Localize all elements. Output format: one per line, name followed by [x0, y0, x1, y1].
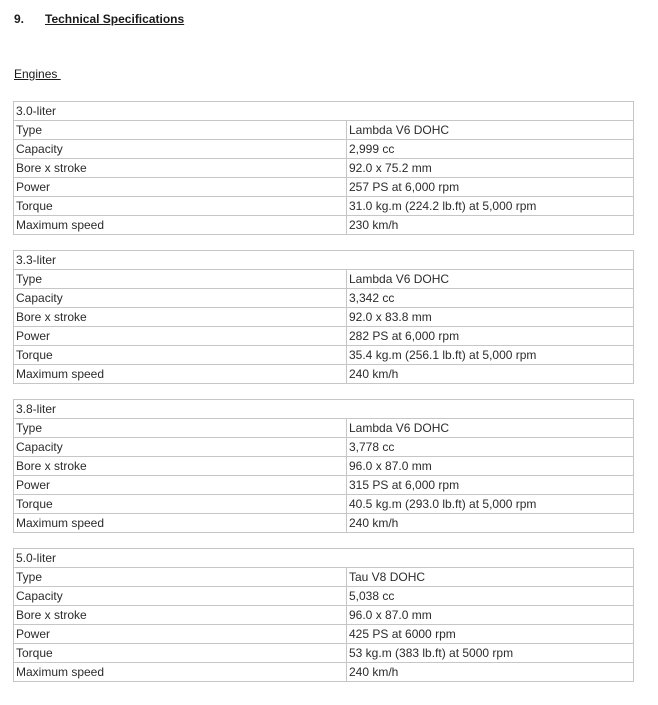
spec-value: 425 PS at 6000 rpm — [347, 625, 634, 644]
section-number: 9. — [14, 12, 25, 26]
spec-value: 240 km/h — [347, 514, 634, 533]
spec-label: Power — [14, 178, 347, 197]
spec-label: Maximum speed — [14, 514, 347, 533]
spec-value: 31.0 kg.m (224.2 lb.ft) at 5,000 rpm — [347, 197, 634, 216]
spec-value: 96.0 x 87.0 mm — [347, 457, 634, 476]
spec-value: Lambda V6 DOHC — [347, 419, 634, 438]
spec-row — [14, 216, 634, 235]
spec-row — [14, 270, 634, 289]
spec-row — [14, 159, 634, 178]
spec-label: Maximum speed — [14, 365, 347, 384]
spec-label: Maximum speed — [14, 216, 347, 235]
spec-row — [14, 606, 634, 625]
spec-value: 315 PS at 6,000 rpm — [347, 476, 634, 495]
spec-row — [14, 327, 634, 346]
engines-subheading: Engines — [14, 67, 61, 81]
spec-row — [14, 663, 634, 682]
spec-label: Type — [14, 419, 347, 438]
spec-label: Type — [14, 270, 347, 289]
spec-label: Type — [14, 568, 347, 587]
spec-value: 3,778 cc — [347, 438, 634, 457]
spec-value: 240 km/h — [347, 663, 634, 682]
spec-value: 240 km/h — [347, 365, 634, 384]
spec-label: Capacity — [14, 289, 347, 308]
spec-label: Capacity — [14, 587, 347, 606]
spec-row — [14, 568, 634, 587]
engine-name: 5.0-liter — [14, 549, 634, 568]
spec-label: Torque — [14, 644, 347, 663]
spec-label: Bore x stroke — [14, 159, 347, 178]
spec-row — [14, 178, 634, 197]
spec-row — [14, 476, 634, 495]
spec-row — [14, 419, 634, 438]
spec-value: 53 kg.m (383 lb.ft) at 5000 rpm — [347, 644, 634, 663]
spec-value: 40.5 kg.m (293.0 lb.ft) at 5,000 rpm — [347, 495, 634, 514]
spec-value: 35.4 kg.m (256.1 lb.ft) at 5,000 rpm — [347, 346, 634, 365]
spec-label: Bore x stroke — [14, 606, 347, 625]
spec-row — [14, 625, 634, 644]
spec-value: 96.0 x 87.0 mm — [347, 606, 634, 625]
engine-name: 3.8-liter — [14, 400, 634, 419]
spec-row — [14, 438, 634, 457]
spec-label: Power — [14, 625, 347, 644]
spec-row — [14, 121, 634, 140]
spec-value: Tau V8 DOHC — [347, 568, 634, 587]
spec-row — [14, 514, 634, 533]
engine-spec-table — [13, 101, 634, 235]
spec-row — [14, 587, 634, 606]
spec-value: 92.0 x 75.2 mm — [347, 159, 634, 178]
spec-row — [14, 308, 634, 327]
spec-value: Lambda V6 DOHC — [347, 121, 634, 140]
engine-name-row — [14, 400, 634, 419]
engine-name-row — [14, 251, 634, 270]
spec-row — [14, 457, 634, 476]
section-heading — [14, 12, 184, 26]
spec-label: Torque — [14, 346, 347, 365]
engine-spec-table — [13, 399, 634, 533]
engine-name-row — [14, 102, 634, 121]
spec-row — [14, 197, 634, 216]
engine-name-row — [14, 549, 634, 568]
spec-label: Bore x stroke — [14, 457, 347, 476]
engine-spec-table — [13, 548, 634, 682]
spec-label: Capacity — [14, 140, 347, 159]
spec-label: Torque — [14, 495, 347, 514]
spec-label: Capacity — [14, 438, 347, 457]
spec-row — [14, 365, 634, 384]
engine-name: 3.0-liter — [14, 102, 634, 121]
section-title: Technical Specifications — [45, 12, 185, 26]
spec-value: 5,038 cc — [347, 587, 634, 606]
spec-row — [14, 644, 634, 663]
engine-name: 3.3-liter — [14, 251, 634, 270]
spec-value: 282 PS at 6,000 rpm — [347, 327, 634, 346]
spec-row — [14, 346, 634, 365]
spec-label: Bore x stroke — [14, 308, 347, 327]
spec-value: Lambda V6 DOHC — [347, 270, 634, 289]
engine-spec-tables — [13, 101, 633, 697]
spec-value: 230 km/h — [347, 216, 634, 235]
spec-row — [14, 495, 634, 514]
spec-value: 92.0 x 83.8 mm — [347, 308, 634, 327]
spec-label: Power — [14, 476, 347, 495]
spec-value: 3,342 cc — [347, 289, 634, 308]
spec-row — [14, 289, 634, 308]
spec-value: 2,999 cc — [347, 140, 634, 159]
spec-row — [14, 140, 634, 159]
spec-label: Type — [14, 121, 347, 140]
spec-value: 257 PS at 6,000 rpm — [347, 178, 634, 197]
spec-label: Power — [14, 327, 347, 346]
engine-spec-table — [13, 250, 634, 384]
spec-label: Torque — [14, 197, 347, 216]
spec-label: Maximum speed — [14, 663, 347, 682]
